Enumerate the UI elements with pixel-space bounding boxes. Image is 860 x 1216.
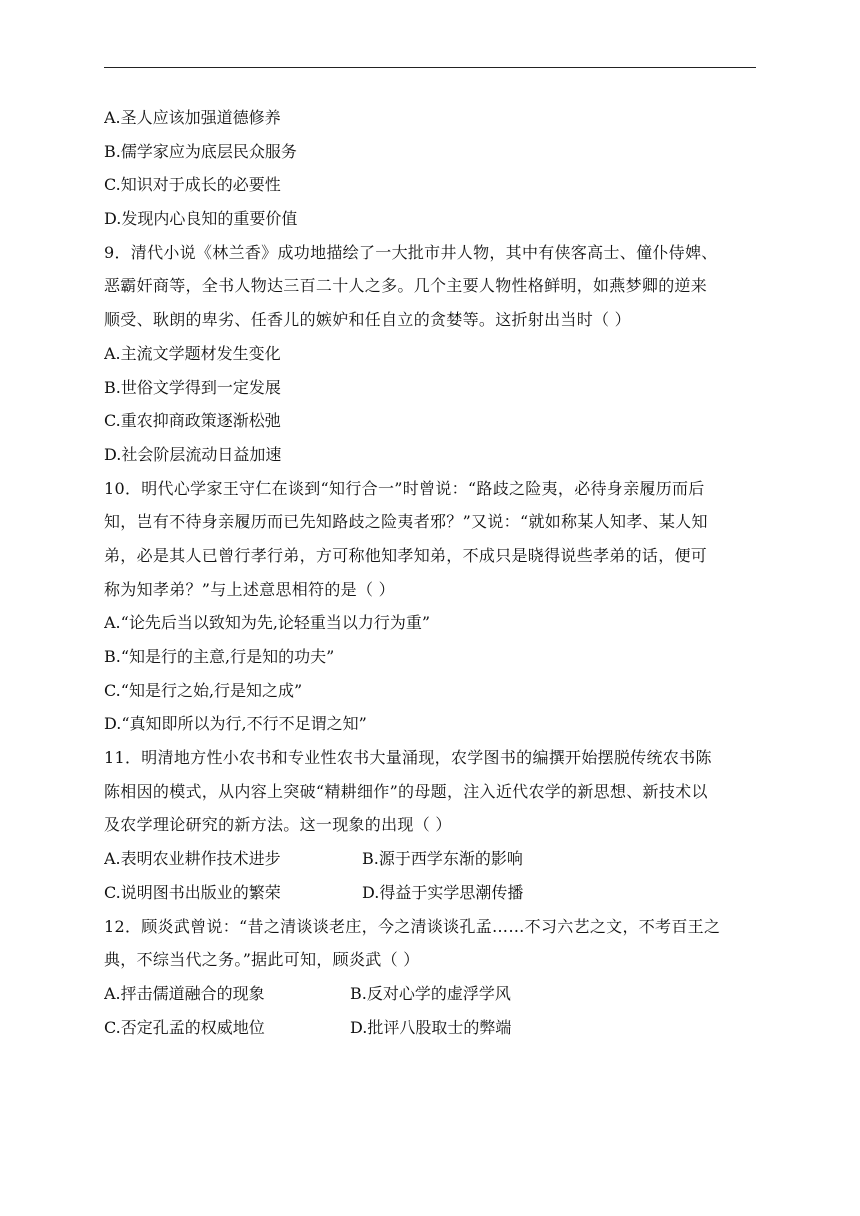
q8-option-b: B.儒学家应为底层民众服务 <box>104 141 297 161</box>
q11-stem-line: 陈相因的模式，从内容上突破“精耕细作”的母题，注入近代农学的新思想、新技术以 <box>104 781 708 801</box>
q9-option-c: C.重农抑商政策逐渐松弛 <box>104 411 281 431</box>
q8-option-d: D.发现内心良知的重要价值 <box>104 209 298 229</box>
q12-option-d: D.批评八股取士的弊端 <box>350 1017 512 1037</box>
q8-option-a: A.圣人应该加强道德修养 <box>104 108 281 127</box>
q11-options-row-2 <box>104 876 756 910</box>
q9-option-d: D.社会阶层流动日益加速 <box>104 444 282 464</box>
q9-option-a: A.主流文学题材发生变化 <box>104 343 281 363</box>
q10-option-d: D.“真知即所以为行,不行不足谓之知” <box>104 714 367 734</box>
q8-option-c: C.知识对于成长的必要性 <box>104 175 281 195</box>
q12-option-c: C.否定孔孟的权威地位 <box>104 1017 265 1037</box>
q12-option-b: B.反对心学的虚浮学风 <box>350 983 511 1003</box>
q10-stem-line: 知，岂有不待身亲履历而已先知路歧之险夷者邪？”又说：“就如称某人知孝、某人知 <box>104 512 708 532</box>
q11-stem-line: 11．明清地方性小农书和专业性农书大量涌现，农学图书的编撰开始摆脱传统农书陈 <box>104 748 712 768</box>
q9-stem-line: 顺受、耿朗的卑劣、任香儿的嫉妒和任自立的贪婪等。这折射出当时（ ） <box>104 310 631 330</box>
q10-option-c: C.“知是行之始,行是知之成” <box>104 680 303 700</box>
q11-option-c: C.说明图书出版业的繁荣 <box>104 882 281 902</box>
q11-stem-line: 及农学理论研究的新方法。这一现象的出现（ ） <box>104 815 452 835</box>
q10-option-a: A.“论先后当以致知为先,论轻重当以力行为重” <box>104 613 431 633</box>
q9-stem-line: 9．清代小说《林兰香》成功地描绘了一大批市井人物，其中有侠客高士、僮仆侍婢、 <box>104 242 718 262</box>
q10-option-b: B.“知是行的主意,行是知的功夫” <box>104 647 335 666</box>
header-rule <box>104 67 756 68</box>
q12-options-row-1 <box>104 977 756 1011</box>
q12-stem-line: 12．顾炎武曾说：“昔之清谈谈老庄，今之清谈谈孔孟……不习六艺之文，不考百王之 <box>104 916 721 936</box>
q10-stem-line: 10．明代心学家王守仁在谈到“知行合一”时曾说：“路歧之险夷，必待身亲履历而后 <box>104 478 705 498</box>
q11-options-row-1 <box>104 842 756 876</box>
q9-option-b: B.世俗文学得到一定发展 <box>104 377 281 397</box>
q11-option-b: B.源于西学东渐的影响 <box>362 849 523 869</box>
q12-option-a: A.抨击儒道融合的现象 <box>104 983 265 1003</box>
q10-stem-line: 弟，必是其人已曾行孝行弟，方可称他知孝知弟，不成只是晓得说些孝弟的话，便可 <box>104 545 708 565</box>
q12-options-row-2 <box>104 1011 756 1045</box>
q10-stem-line: 称为知孝弟？”与上述意思相符的是（ ） <box>104 579 395 599</box>
q12-stem-line: 典，不综当代之务。”据此可知，顾炎武（ ） <box>104 950 420 970</box>
q11-option-a: A.表明农业耕作技术进步 <box>104 849 281 869</box>
q9-stem-line: 恶霸奸商等，全书人物达三百二十人之多。几个主要人物性格鲜明，如燕梦卿的逆来 <box>104 276 708 296</box>
exam-page-content <box>104 101 756 1044</box>
q11-option-d: D.得益于实学思潮传播 <box>362 882 524 902</box>
